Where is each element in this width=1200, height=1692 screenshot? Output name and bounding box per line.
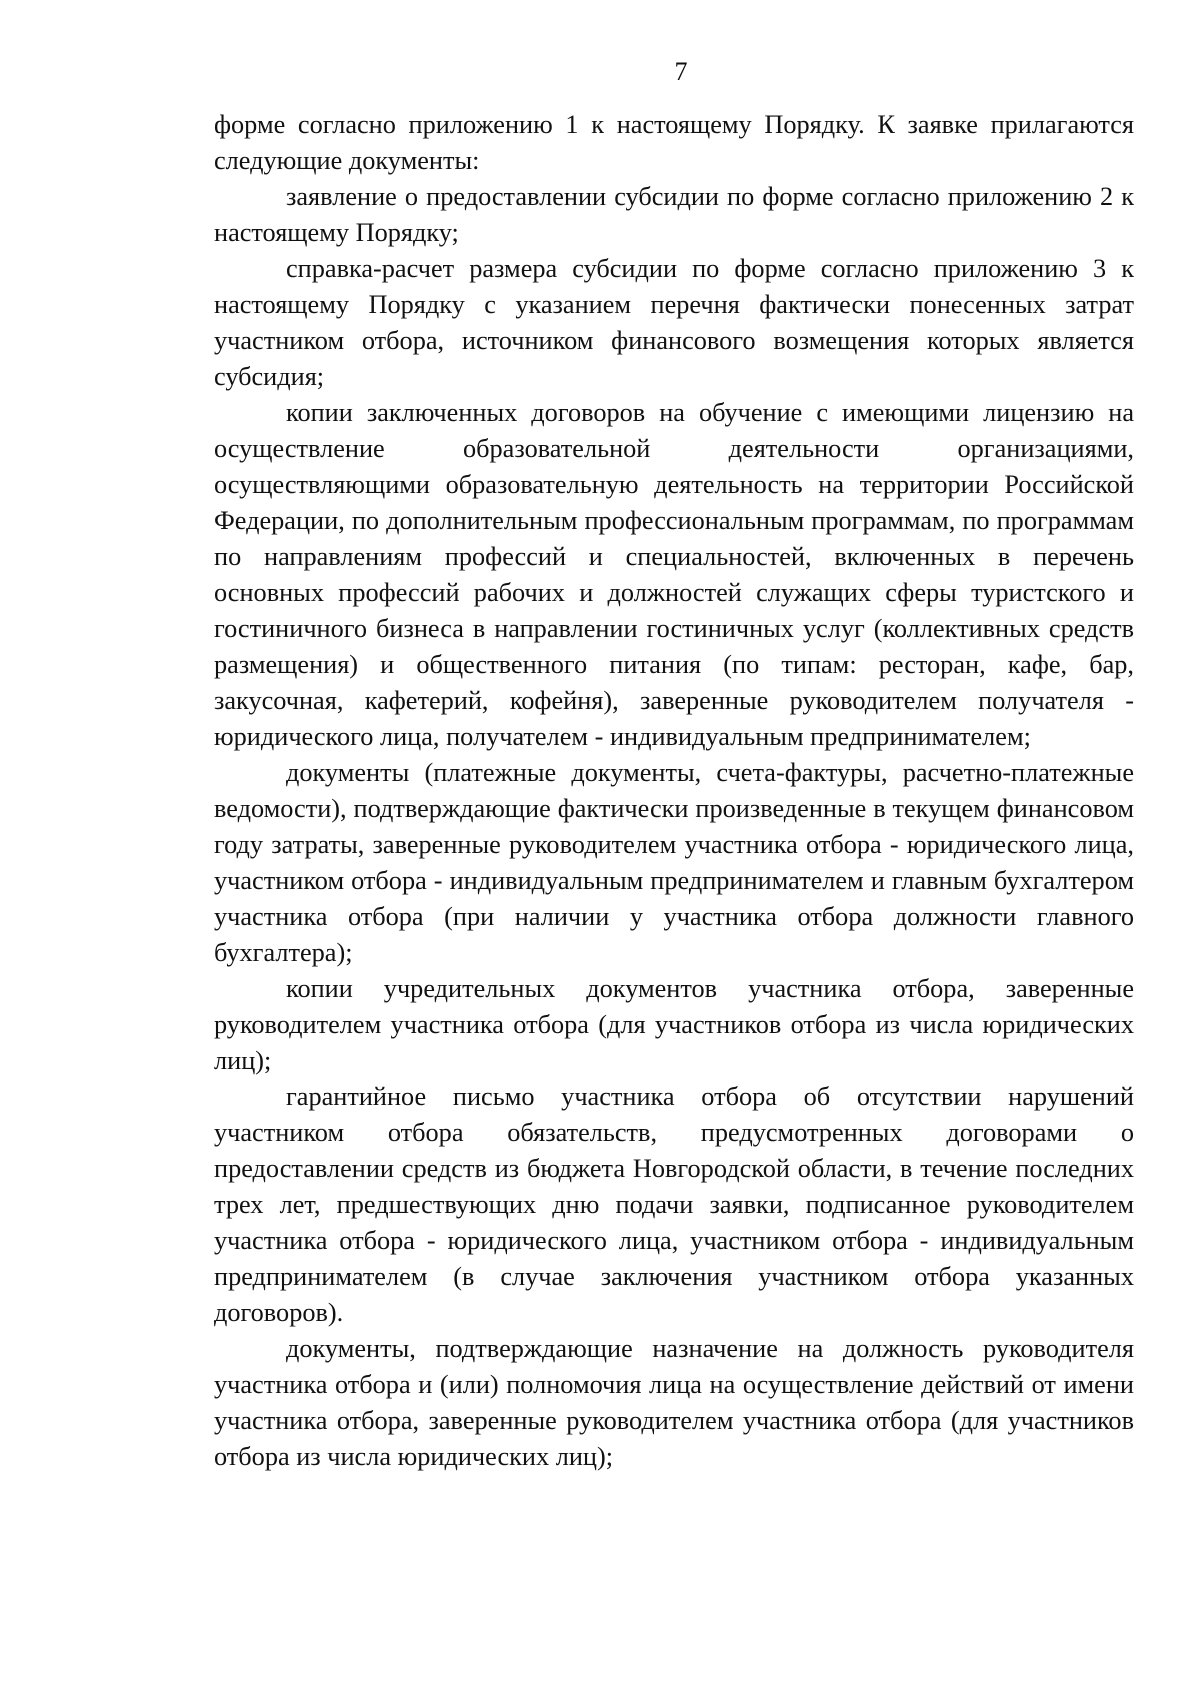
paragraph-calculation: справка-расчет размера субсидии по форме согласно приложению 3 к настоящему Порядку с указанием перечня фактически понесенных затрат участником отбора, источником финансового возмещения которых является субсидия; [214,254,1134,391]
paragraph-founding-documents: копии учредительных документов участника отбора, заверенные руководителем участника отбора (для участников отбора из числа юридических лиц); [214,974,1134,1075]
paragraph-payment-documents: документы (платежные документы, счета-фактуры, расчетно-платежные ведомости), подтверждающие фактически произведенные в текущем финансовом году затраты, заверенные руководителем участника отбора - юридического лица, участником отбора - индивидуальным предпринимателем и главным бухгалтером участника отбора (при наличии у участника отбора должности главного бухгалтера); [214,758,1134,967]
paragraph-intro: форме согласно приложению 1 к настоящему Порядку. К заявке прилагаются следующие документы: [214,110,1134,175]
paragraph-training-contracts: копии заключенных договоров на обучение с имеющими лицензию на осуществление образовательной деятельности организациями, осуществляющими образовательную деятельность на территории Российской Федерации, по дополнительным профессиональным программам, по программам по направлениям профессий и специальностей, включенных в перечень основных профессий рабочих и должностей служащих сферы туристского и гостиничного бизнеса в направлении гостиничных услуг (коллективных средств размещения) и общественного питания (по типам: ресторан, кафе, бар, закусочная, кафетерий, кофейня), заверенные руководителем получателя - юридического лица, получателем - индивидуальным предпринимателем; [214,398,1134,751]
paragraph-guarantee-letter: гарантийное письмо участника отбора об отсутствии нарушений участником отбора обязательств, предусмотренных договорами о предоставлении средств из бюджета Новгородской области, в течение последних трех лет, предшествующих дню подачи заявки, подписанное руководителем участника отбора - юридического лица, участником отбора - индивидуальным предпринимателем (в случае заключения участником отбора указанных договоров). [214,1082,1134,1327]
page-number: 7 [674,57,688,86]
paragraph-application: заявление о предоставлении субсидии по форме согласно приложению 2 к настоящему Порядку; [214,182,1134,247]
paragraph-authority-documents: документы, подтверждающие назначение на должность руководителя участника отбора и (или) полномочия лица на осуществление действий от имени участника отбора, заверенные руководителем участника отбора (для участников отбора из числа юридических лиц); [214,1334,1134,1471]
document-body [214,107,1134,1475]
